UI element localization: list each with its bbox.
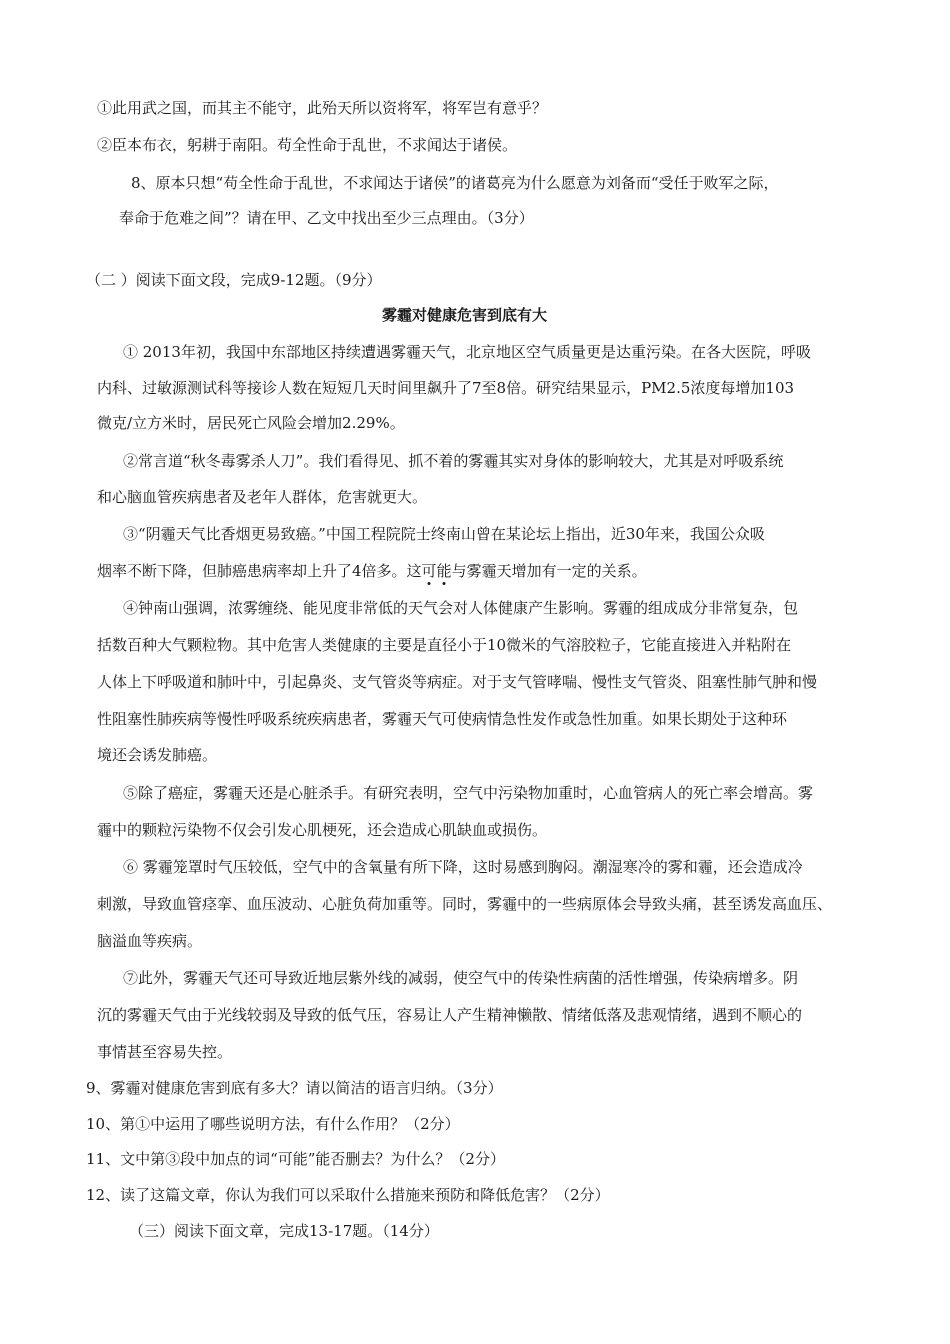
paragraph-2-line-1: ②常言道“秋冬毒雾杀人刀”。我们看得见、抓不着的雾霾其实对身体的影响较大，尤其是对呼吸系统	[123, 452, 784, 470]
paragraph-4-line-2: 括数百种大气颗粒物。其中危害人类健康的主要是直径小于10微米的气溶胶粒子，它能直接进入并粘附在	[97, 636, 792, 654]
emphasis-dot-char: 能	[436, 562, 452, 580]
paragraph-4-line-3: 人体上下呼吸道和肺叶中，引起鼻炎、支气管炎等病症。对于支气管哮喘、慢性支气管炎、阻塞性肺气肿和慢	[97, 673, 818, 691]
paragraph-4-line-4: 性阻塞性肺疾病等慢性呼吸系统疾病患者，雾霾天气可使病情急性发作或急性加重。如果长期处于这种环	[97, 710, 788, 728]
paragraph-3-line-1: ③“阴霾天气比香烟更易致癌。”中国工程院院士终南山曾在某论坛上指出，近30年来，我国公众吸	[123, 525, 765, 543]
paragraph-5-line-1: ⑤除了癌症，雾霾天还是心脏杀手。有研究表明，空气中污染物加重时，心血管病人的死亡率会增高。雾	[123, 784, 814, 802]
emphasis-dot-char: 可	[421, 562, 437, 580]
quote-2: ②臣本布衣，躬耕于南阳。苟全性命于乱世，不求闻达于诸侯。	[97, 136, 518, 154]
paragraph-7-line-2: 沉的雾霾天气由于光线较弱及导致的低气压，容易让人产生精神懒散、情绪低落及悲观情绪，遇到不顺心的	[97, 1006, 803, 1024]
paragraph-6-line-3: 脑溢血等疾病。	[97, 932, 203, 950]
paragraph-7-line-1: ⑦此外，雾霾天气还可导致近地层紫外线的减弱，使空气中的传染性病菌的活性增强，传染病增多。阴	[123, 969, 799, 987]
question-8-line-1: 8、原本只想“苟全性命于乱世，不求闻达于诸侯”的诸葛亮为什么愿意为刘备而“受任于败军之际，	[131, 174, 779, 192]
paragraph-6-line-2: 刺激，导致血管痉挛、血压波动、心脏负荷加重等。同时，雾霾中的一些病原体会导致头痛，甚至诱发高血压、	[97, 895, 833, 913]
section-2-heading: （二 ）阅读下面文段，完成9-12题。（9分）	[86, 271, 382, 289]
section-3-heading: （三）阅读下面文章，完成13-17题。（14分）	[129, 1222, 439, 1240]
question-8-line-2: 奉命于危难之间”？请在甲、乙文中找出至少三点理由。（3分）	[119, 209, 534, 227]
article-title: 雾霾对健康危害到底有大	[382, 306, 548, 324]
paragraph-4-line-5: 境还会诱发肺癌。	[97, 746, 218, 764]
paragraph-3-line-2	[97, 561, 647, 581]
paragraph-7-line-3: 事情甚至容易失控。	[97, 1043, 233, 1061]
quote-1: ①此用武之国，而其主不能守，此殆天所以资将军，将军岂有意乎？	[97, 99, 548, 117]
paragraph-2-line-2: 和心脑血管疾病患者及老年人群体，危害就更大。	[97, 488, 428, 506]
paragraph-3-text-before: 烟率不断下降，但肺癌患病率却上升了4倍多。这	[97, 562, 422, 580]
paragraph-1-line-1: ① 2013年初，我国中东部地区持续遭遇雾霾天气，北京地区空气质量更是达重污染。在各大医院，呼吸	[123, 343, 811, 361]
paragraph-6-line-1: ⑥ 雾霾笼罩时气压较低，空气中的含氧量有所下降，这时易感到胸闷。潮湿寒冷的雾和霾，还会造成冷	[123, 858, 803, 876]
paragraph-3-text-after: 与雾霾天增加有一定的关系。	[451, 562, 647, 580]
question-11: 11、文中第③段中加点的词“可能”能否删去？为什么？（2分）	[86, 1150, 505, 1168]
paragraph-1-line-2: 内科、过敏源测试科等接诊人数在短短几天时间里飙升了7至8倍。研究结果显示，PM2.5浓度每增加103	[97, 379, 795, 397]
question-12: 12、读了这篇文章，你认为我们可以采取什么措施来预防和降低危害？（2分）	[86, 1186, 610, 1204]
paragraph-4-line-1: ④钟南山强调，浓雾缠绕、能见度非常低的天气会对人体健康产生影响。雾霾的组成成分非常复杂，包	[123, 599, 799, 617]
paragraph-1-line-3: 微克/立方米时，居民死亡风险会增加2.29%。	[97, 414, 405, 432]
paragraph-5-line-2: 霾中的颗粒污染物不仅会引发心肌梗死，还会造成心肌缺血或损伤。	[97, 821, 548, 839]
question-9: 9、雾霾对健康危害到底有多大？请以简洁的语言归纳。（3分）	[86, 1079, 503, 1097]
question-10: 10、第①中运用了哪些说明方法，有什么作用？（2分）	[86, 1115, 460, 1133]
